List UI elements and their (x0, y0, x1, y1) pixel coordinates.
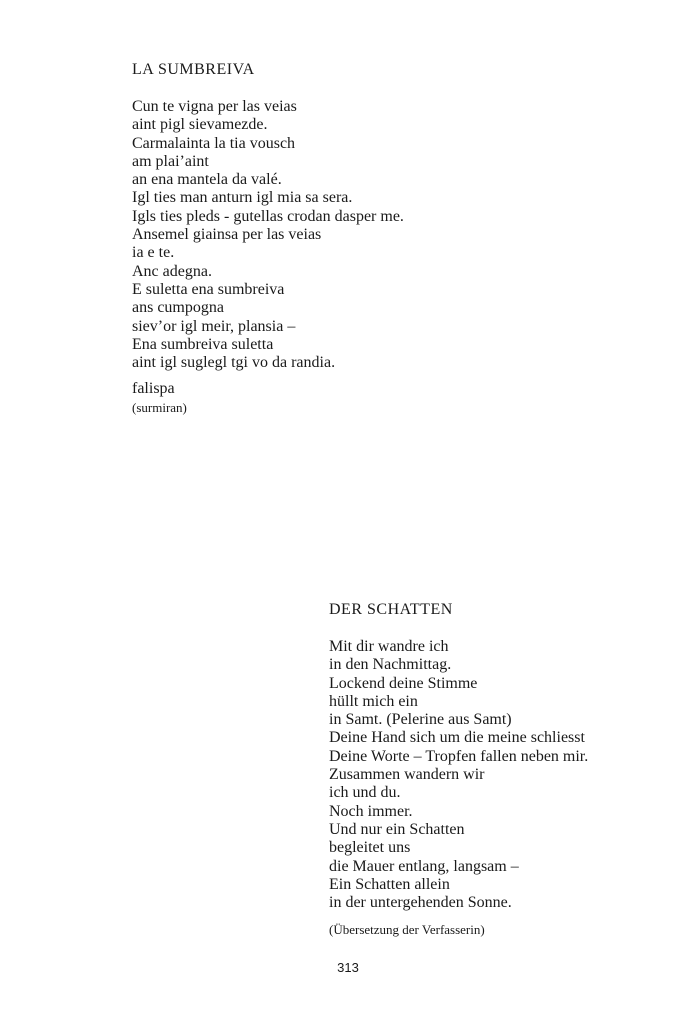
poem-line: Igls ties pleds - gutellas crodan dasper me. (132, 207, 404, 225)
poem-german (329, 600, 588, 938)
poem-line: Lockend deine Stimme (329, 674, 478, 692)
poem-line: ich und du. (329, 784, 401, 802)
poem-line: Igl ties man anturn igl mia sa sera. (132, 189, 353, 207)
poem-line: Deine Hand sich um die meine schliesst (329, 729, 585, 747)
poem-romansh (132, 60, 404, 416)
poem-title: LA SUMBREIVA (132, 61, 255, 78)
poem-line: Carmalainta la tia vousch (132, 134, 296, 152)
translation-note: (Übersetzung der Verfasserin) (329, 922, 485, 938)
poem-line: hüllt mich ein (329, 692, 418, 710)
poem-line: begleitet uns (329, 839, 411, 857)
poem-line: Mit dir wandre ich (329, 638, 449, 655)
poem-line: Ena sumbreiva suletta (132, 335, 274, 353)
poem-line: aint igl suglegl tgi vo da randia. (132, 354, 336, 372)
poem-line: siev’or igl meir, plansia – (132, 317, 296, 335)
poem-line: Deine Worte – Tropfen fallen neben mir. (329, 747, 589, 765)
poem-line: ans cumpogna (132, 299, 224, 317)
poem-line: E suletta ena sumbreiva (132, 280, 285, 298)
poem-line: in den Nachmittag. (329, 656, 452, 674)
poem-line: Zusammen wandern wir (329, 766, 485, 784)
poem-line: die Mauer entlang, langsam – (329, 857, 519, 875)
poem-language: (surmiran) (132, 400, 187, 416)
poem-line: in der untergehenden Sonne. (329, 894, 512, 912)
poem-line: Und nur ein Schatten (329, 820, 465, 838)
poem-line: Ansemel giainsa per las veias (132, 226, 322, 244)
page-number: 313 (337, 960, 359, 975)
poem-line: Noch immer. (329, 802, 413, 820)
poem-lines (132, 98, 404, 372)
poem-line: Anc adegna. (132, 262, 212, 280)
poem-line: aint pigl sievamezde. (132, 116, 268, 134)
poem-author: falispa (132, 380, 175, 398)
poem-line: Cun te vigna per las veias (132, 98, 297, 115)
poem-line: ia e te. (132, 244, 175, 262)
poem-line: Ein Schatten allein (329, 875, 450, 893)
poem-line: an ena mantela da valé. (132, 171, 282, 189)
poem-line: in Samt. (Pelerine aus Samt) (329, 711, 512, 729)
poem-lines (329, 638, 588, 912)
poem-title: DER SCHATTEN (329, 601, 453, 618)
poem-line: am plai’aint (132, 152, 209, 170)
